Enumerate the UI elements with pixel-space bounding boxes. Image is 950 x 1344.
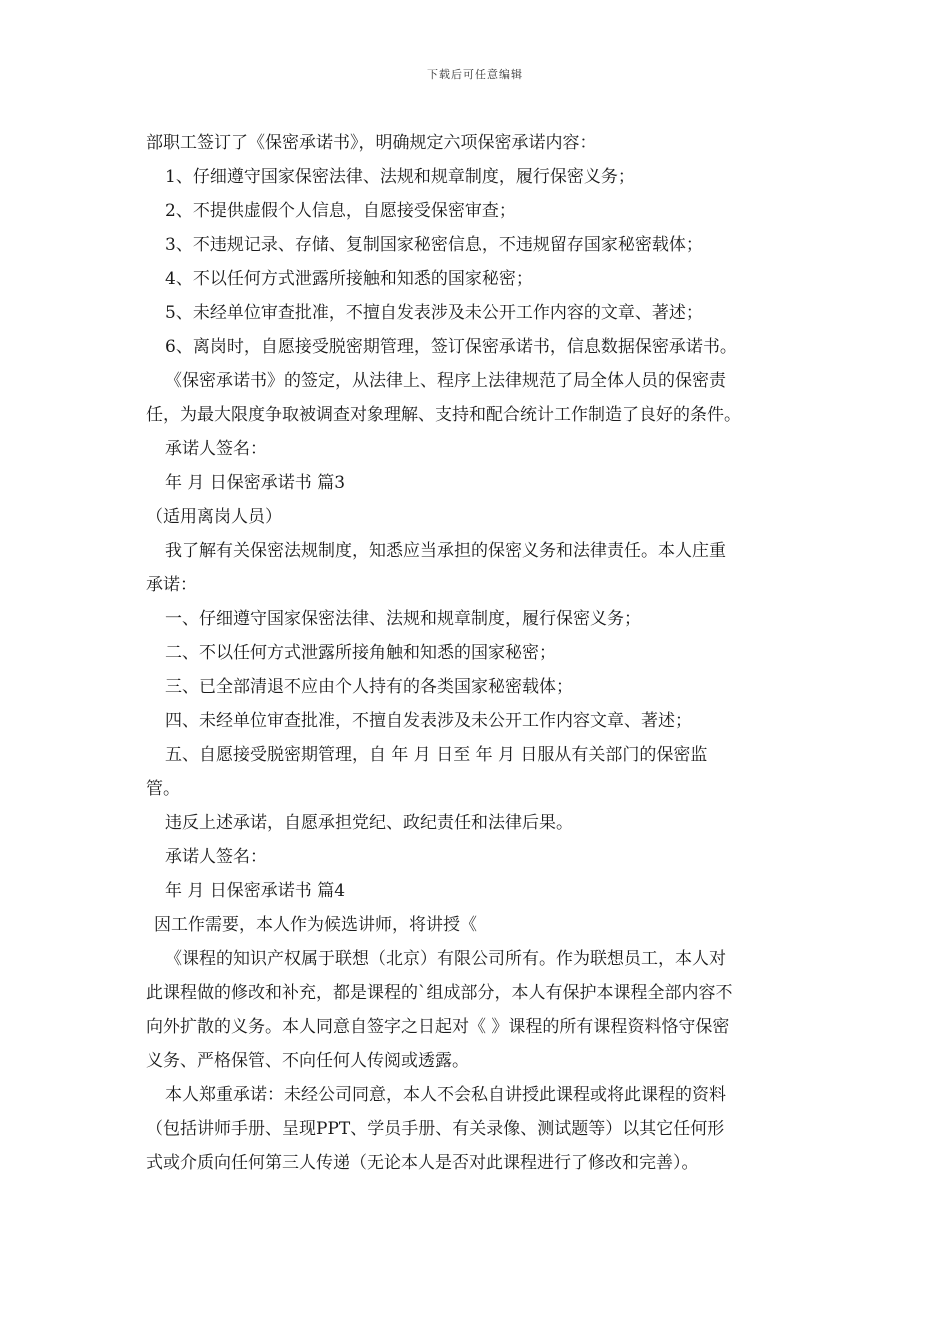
text-line: 年 月 日保密承诺书 篇3 <box>165 473 346 493</box>
text-line: 违反上述承诺，自愿承担党纪、政纪责任和法律后果。 <box>165 813 573 833</box>
text-line: 承诺人签名： <box>165 439 267 459</box>
text-line: 本人郑重承诺：未经公司同意，本人不会私自讲授此课程或将此课程的资料 <box>165 1085 726 1105</box>
text-line: 二、不以任何方式泄露所接角触和知悉的国家秘密； <box>165 643 556 663</box>
text-line: 《课程的知识产权属于联想（北京）有限公司所有。作为联想员工，本人对 <box>165 949 726 969</box>
text-line: 2、不提供虚假个人信息，自愿接受保密审查； <box>165 201 516 221</box>
text-line: 三、已全部清退不应由个人持有的各类国家秘密载体； <box>165 677 573 697</box>
text-line: 此课程做的修改和补充，都是课程的`组成部分，本人有保护本课程全部内容不 <box>146 983 733 1003</box>
text-line: 4、不以任何方式泄露所接触和知悉的国家秘密； <box>165 269 533 289</box>
text-line: （包括讲师手册、呈现PPT、学员手册、有关录像、测试题等）以其它任何形 <box>146 1119 725 1139</box>
text-line: 向外扩散的义务。本人同意自签字之日起对《 》课程的所有课程资料恪守保密 <box>146 1017 730 1037</box>
text-line: 因工作需要，本人作为候选讲师，将讲授《 <box>154 915 477 935</box>
text-line: （适用离岗人员） <box>146 507 282 527</box>
text-line: 承诺： <box>146 575 197 595</box>
text-line: 承诺人签名： <box>165 847 267 867</box>
text-line: 四、未经单位审查批准，不擅自发表涉及未公开工作内容文章、著述； <box>165 711 692 731</box>
text-line: 3、不违规记录、存储、复制国家秘密信息，不违规留存国家秘密载体； <box>165 235 703 255</box>
text-line: 1、仔细遵守国家保密法律、法规和规章制度，履行保密义务； <box>165 167 635 187</box>
header-note: 下载后可任意编辑 <box>427 68 523 81</box>
text-line: 6、离岗时，自愿接受脱密期管理，签订保密承诺书，信息数据保密承诺书。 <box>165 337 737 357</box>
text-line: 任，为最大限度争取被调查对象理解、支持和配合统计工作制造了良好的条件。 <box>146 405 741 425</box>
text-line: 部职工签订了《保密承诺书》，明确规定六项保密承诺内容： <box>146 133 597 153</box>
text-line: 五、自愿接受脱密期管理，自 年 月 日至 年 月 日服从有关部门的保密监 <box>165 745 708 765</box>
text-line: 我了解有关保密法规制度，知悉应当承担的保密义务和法律责任。本人庄重 <box>165 541 726 561</box>
text-line: 式或介质向任何第三人传递（无论本人是否对此课程进行了修改和完善）。 <box>146 1153 699 1173</box>
text-line: 管。 <box>146 779 180 799</box>
document-body <box>146 126 810 1180</box>
text-line: 义务、严格保管、不向任何人传阅或透露。 <box>146 1051 469 1071</box>
text-line: 5、未经单位审查批准，不擅自发表涉及未公开工作内容的文章、著述； <box>165 303 703 323</box>
text-line: 《保密承诺书》的签定，从法律上、程序上法律规范了局全体人员的保密责 <box>165 371 726 391</box>
text-line: 年 月 日保密承诺书 篇4 <box>165 881 346 901</box>
text-line: 一、仔细遵守国家保密法律、法规和规章制度，履行保密义务； <box>165 609 641 629</box>
